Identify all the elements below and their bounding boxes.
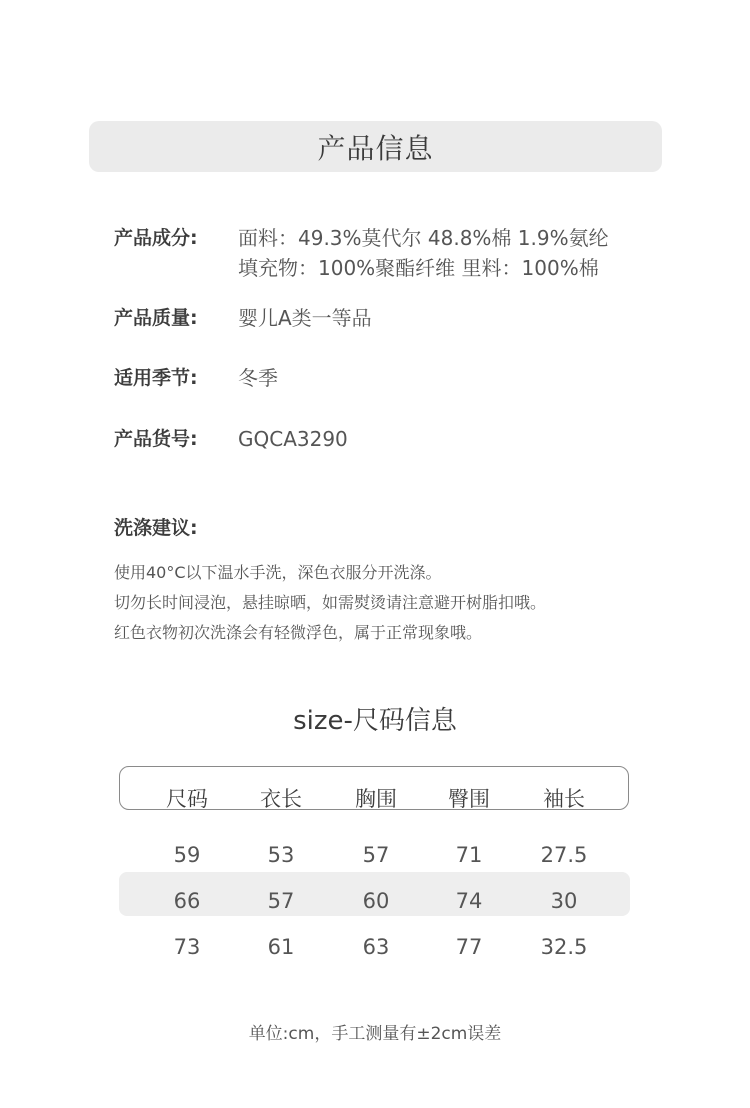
quality-label: 产品质量:: [114, 307, 198, 329]
composition-value: [238, 223, 609, 283]
washing-line: 切勿长时间浸泡，悬挂晾晒，如需熨烫请注意避开树脂扣哦。: [114, 593, 547, 612]
table-cell: 57: [267, 889, 295, 913]
size-header-hip: 臀围: [448, 787, 490, 811]
table-cell: 66: [173, 889, 201, 913]
season-row: [114, 363, 278, 393]
size-title: size-尺码信息: [293, 706, 457, 736]
washing-title: 洗涤建议:: [114, 517, 198, 539]
table-cell: 71: [455, 843, 483, 867]
size-header-chest: 胸围: [355, 787, 397, 811]
table-cell: 63: [362, 935, 390, 959]
product-code-row: [114, 424, 348, 454]
table-cell: 59: [173, 843, 201, 867]
product-code-value: GQCA3290: [238, 427, 348, 451]
quality-value: 婴儿A类一等品: [238, 306, 372, 330]
composition-line-filling: 填充物：100%聚酯纤维 里料：100%棉: [238, 256, 599, 280]
quality-row: [114, 303, 372, 333]
measurement-note: 单位:cm，手工测量有±2cm误差: [248, 1024, 502, 1044]
table-cell: 27.5: [540, 843, 588, 867]
product-info-header: [89, 121, 662, 172]
table-cell: 77: [455, 935, 483, 959]
table-cell: 61: [267, 935, 295, 959]
washing-line: 红色衣物初次洗涤会有轻微浮色，属于正常现象哦。: [114, 623, 483, 642]
table-cell: 53: [267, 843, 295, 867]
table-cell: 57: [362, 843, 390, 867]
size-header-sleeve: 袖长: [543, 787, 585, 811]
table-cell: 30: [550, 889, 578, 913]
product-code-label: 产品货号:: [114, 428, 198, 450]
product-info-title: 产品信息: [317, 131, 434, 165]
table-cell: 60: [362, 889, 390, 913]
table-cell: 73: [173, 935, 201, 959]
table-cell: 74: [455, 889, 483, 913]
season-label: 适用季节:: [114, 367, 198, 389]
composition-line-fabric: 面料：49.3%莫代尔 48.8%棉 1.9%氨纶: [238, 226, 609, 250]
composition-label: 产品成分:: [114, 227, 198, 249]
size-header-size: 尺码: [166, 787, 208, 811]
washing-line: 使用40°C以下温水手洗，深色衣服分开洗涤。: [114, 563, 442, 582]
table-cell: 32.5: [540, 935, 588, 959]
composition-row: [114, 223, 609, 283]
season-value: 冬季: [238, 366, 278, 390]
size-header-length: 衣长: [260, 787, 302, 811]
